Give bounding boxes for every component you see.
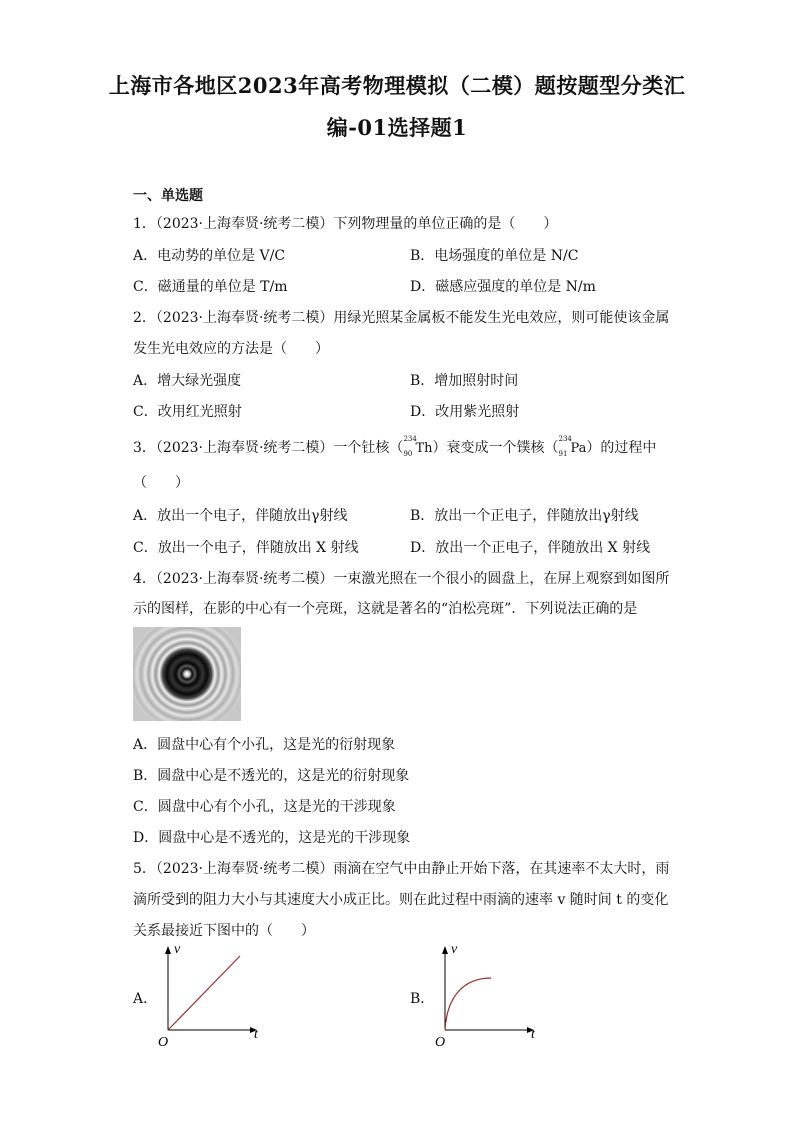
t-axis-label: t [254,1027,258,1042]
v-axis-label: v [451,942,458,957]
q3-stem-line1 [133,434,657,458]
q4-stem-line1: 4．（2023·上海奉贤·统考二模）一束激光照在一个很小的圆盘上，在屏上观察到如图所 [133,571,670,587]
q3-option-b[interactable]: B．放出一个正电子，伴随放出γ射线 [410,508,639,524]
saturating-curve [445,978,491,1030]
q5-stem-line2: 滴所受到的阻力大小与其速度大小成正比。则在此过程中雨滴的速率 v 随时间 t 的变化 [133,892,669,908]
q1-stem: 1．（2023·上海奉贤·统考二模）下列物理量的单位正确的是（ ） [133,216,558,232]
q3-stem-line2: （ ） [133,475,189,491]
q4-option-d[interactable]: D．圆盘中心是不透光的，这是光的干涉现象 [133,830,411,846]
q5-stem-line3: 关系最接近下图中的（ ） [133,923,315,939]
v-axis-arrow-icon [165,946,171,954]
q3-stem-part-b: ）衰变成一个镤核（ [432,440,559,456]
q5-option-a-label[interactable]: A． [133,991,158,1007]
pa-atomic-number: 91 [558,449,568,458]
q1-option-b[interactable]: B．电场强度的单位是 N/C [410,248,579,264]
q3-stem-part-c: ）的过程中 [586,440,657,456]
q1-option-a[interactable]: A．电动势的单位是 V/C [133,248,286,264]
q3-option-d[interactable]: D．放出一个正电子，伴随放出 X 射线 [410,540,651,556]
q5-graph-b[interactable] [427,940,547,1050]
th-mass-number: 234 [403,434,417,443]
origin-label: O [435,1035,446,1050]
origin-label: O [158,1035,169,1050]
q3-option-a[interactable]: A．放出一个电子，伴随放出γ射线 [133,508,348,524]
q4-stem-line2: 示的图样，在影的中心有一个亮斑，这就是著名的“泊松亮斑”．下列说法正确的是 [133,601,638,617]
q1-option-c[interactable]: C．磁通量的单位是 T/m [133,279,288,295]
q4-option-c[interactable]: C．圆盘中心有个小孔，这是光的干涉现象 [133,799,396,815]
protactinium-nuclide [558,434,587,458]
t-axis-label: t [531,1027,535,1042]
q2-option-d[interactable]: D．改用紫光照射 [410,404,520,420]
q2-option-a[interactable]: A．增大绿光强度 [133,373,242,389]
q2-option-c[interactable]: C．改用红光照射 [133,404,242,420]
q5-option-b-label[interactable]: B． [410,991,435,1007]
v-axis-label: v [174,942,181,957]
q4-option-a[interactable]: A．圆盘中心有个小孔，这是光的衍射现象 [133,737,396,753]
q5-graph-a[interactable] [150,940,270,1050]
q4-option-b[interactable]: B．圆盘中心是不透光的，这是光的衍射现象 [133,768,410,784]
pa-mass-number: 234 [558,434,572,443]
doc-title-line1: 上海市各地区2023年高考物理模拟（二模）题按题型分类汇 [108,73,686,98]
q2-stem-line1: 2．（2023·上海奉贤·统考二模）用绿光照某金属板不能发生光电效应，则可能使该金属 [133,310,670,326]
q3-stem-part-a: 3．（2023·上海奉贤·统考二模）一个钍核（ [133,440,404,456]
q2-option-b[interactable]: B．增加照射时间 [410,373,519,389]
thorium-nuclide [403,434,433,458]
linear-curve [168,956,240,1030]
pa-symbol: Pa [570,440,587,456]
doc-title-line2: 编-01选择题1 [326,115,468,140]
th-atomic-number: 90 [403,449,413,458]
v-axis-arrow-icon [442,946,448,954]
poisson-spot-image [133,627,241,721]
q5-stem-line1: 5．（2023·上海奉贤·统考二模）雨滴在空气中由静止开始下落，在其速率不太大时，雨 [133,861,670,877]
q1-option-d[interactable]: D．磁感应强度的单位是 N/m [410,279,596,295]
section-heading: 一、单选题 [133,188,203,204]
q3-option-c[interactable]: C．放出一个电子，伴随放出 X 射线 [133,540,359,556]
q2-stem-line2: 发生光电效应的方法是（ ） [133,341,329,357]
th-symbol: Th [415,440,433,456]
